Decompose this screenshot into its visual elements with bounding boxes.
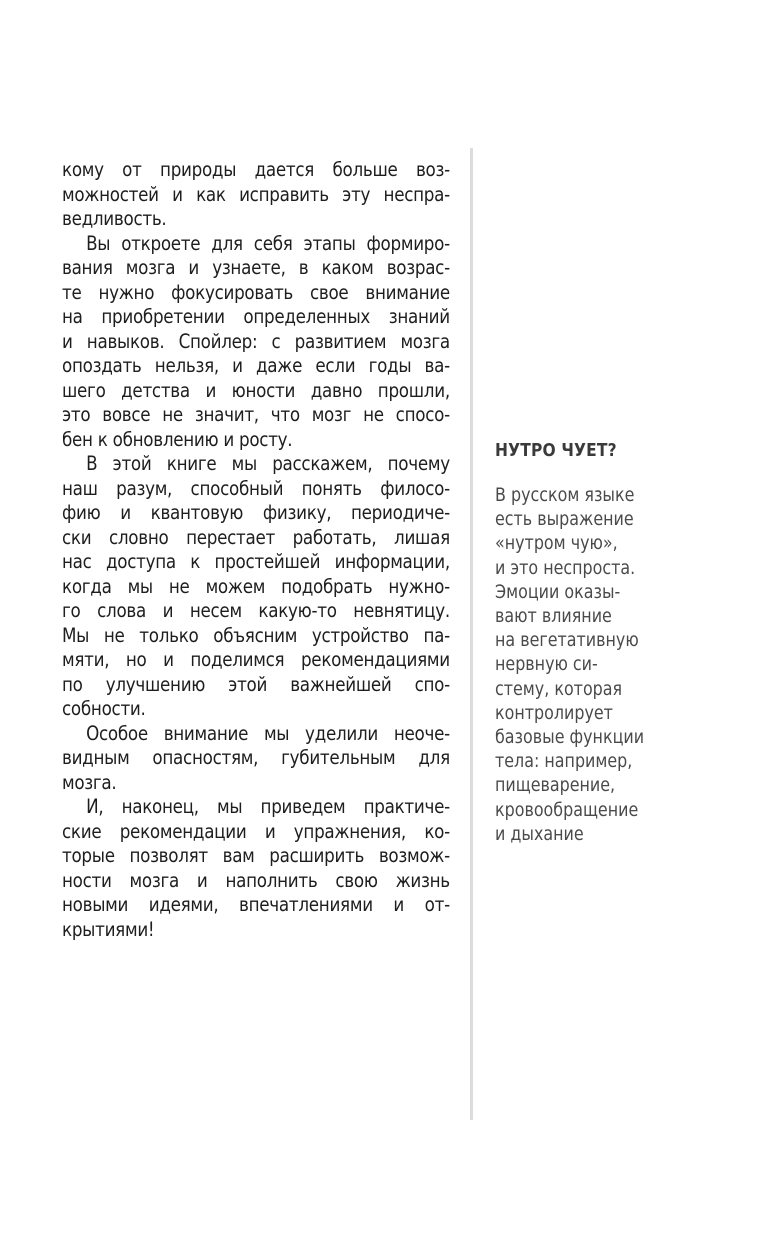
sidebar-title: НУТРО ЧУЕТ?: [495, 440, 617, 461]
text-line: ности мозга и наполнить свою жизнь: [62, 868, 450, 892]
text-line: вания мозга и узнаете, в каком возрас-: [62, 256, 450, 279]
text-line: Особое внимание мы уделили неоче-: [86, 721, 450, 745]
text-line: И, наконец, мы приведем практиче-: [86, 795, 450, 818]
text-line: нас доступа к простейшей информации,: [62, 550, 450, 573]
text-line: крытиями!: [62, 917, 155, 941]
sidebar-body: [495, 484, 667, 847]
text-line: кому от природы дается больше воз-: [62, 158, 450, 181]
text-line: и навыков. Спойлер: с развитием мозга: [62, 329, 450, 353]
sidebar-line: на вегетативную: [495, 630, 639, 652]
text-line: опоздать нельзя, и даже если годы ва-: [62, 354, 450, 377]
sidebar-line: пищеварение,: [495, 775, 616, 797]
sidebar-line: Эмоции оказы-: [495, 581, 621, 603]
sidebar-line: и это неспроста.: [495, 557, 636, 579]
text-line: ски словно перестает работать, лишая: [62, 525, 450, 549]
text-line: фию и квантовую физику, периодиче-: [62, 501, 450, 524]
text-line: ские рекомендации и упражнения, ко-: [62, 819, 450, 843]
text-line: новыми идеями, впечатлениями и от-: [62, 893, 450, 916]
sidebar-line: есть выражение: [495, 509, 634, 531]
sidebar-line: нервную си-: [495, 654, 598, 676]
text-line: Вы откроете для себя этапы формиро-: [86, 231, 450, 255]
text-line: можностей и как исправить эту неспра-: [62, 182, 450, 206]
sidebar-line: тела: например,: [495, 751, 633, 773]
text-line: это вовсе не значит, что мозг не спосо-: [62, 403, 450, 426]
text-line: шего детства и юности давно прошли,: [62, 378, 450, 402]
text-line: видным опасностям, губительным для: [62, 746, 450, 769]
text-line: Мы не только объясним устройство па-: [62, 623, 450, 647]
sidebar-line: базовые функции: [495, 727, 645, 749]
text-line: бен к обновлению и росту.: [62, 427, 293, 451]
sidebar-line: вают влияние: [495, 606, 612, 628]
sidebar-line: «нутром чую»,: [495, 533, 618, 555]
text-line: наш разум, способный понять филосо-: [62, 476, 450, 500]
column-divider: [470, 148, 473, 1120]
text-line: те нужно фокусировать свое внимание: [62, 280, 450, 304]
text-line: мяти, но и поделимся рекомендациями: [62, 648, 450, 671]
text-line: собности.: [62, 697, 146, 720]
sidebar-note: [495, 440, 695, 847]
sidebar-line: кровообращение: [495, 799, 639, 821]
sidebar-line: В русском языке: [495, 485, 635, 506]
text-line: ведливость.: [62, 207, 167, 230]
main-text-column: [62, 158, 450, 942]
text-line: по улучшению этой важнейшей спо-: [62, 672, 450, 696]
text-line: торые позволят вам расширить возмож-: [62, 844, 450, 867]
sidebar-line: стему, которая: [495, 678, 623, 700]
text-line: го слова и несем какую-то невнятицу.: [62, 599, 450, 622]
sidebar-line: контролирует: [495, 702, 613, 724]
text-line: мозга.: [62, 770, 117, 794]
sidebar-line: и дыхание: [495, 823, 584, 845]
text-line: В этой книге мы расскажем, почему: [86, 452, 450, 475]
text-line: на приобретении определенных знаний: [62, 305, 450, 328]
text-line: когда мы не можем подобрать нужно-: [62, 574, 450, 598]
